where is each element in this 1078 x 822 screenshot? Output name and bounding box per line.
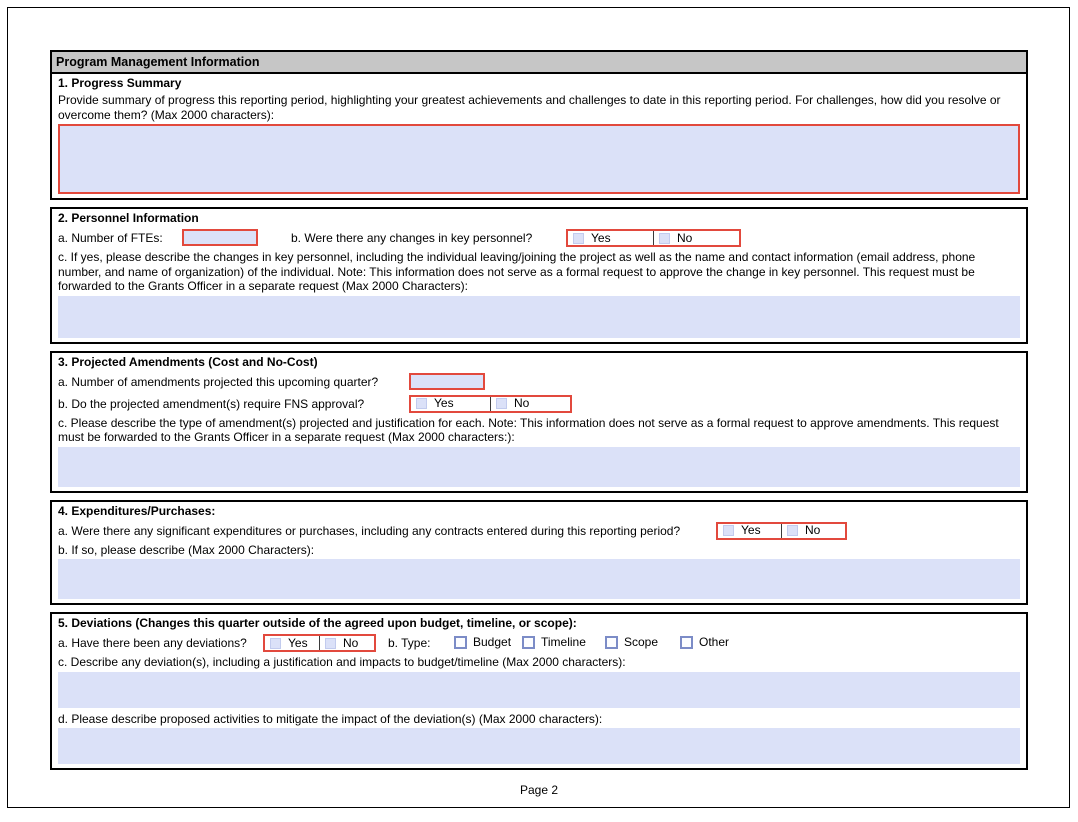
section-2-title: 2. Personnel Information xyxy=(58,211,199,225)
type-option-timeline[interactable] xyxy=(522,635,586,649)
section-progress-summary xyxy=(50,72,1028,200)
amendments-count-label: a. Number of amendments projected this upcoming quarter? xyxy=(58,374,379,389)
yes-checkbox-icon[interactable] xyxy=(573,233,584,244)
ftes-label: a. Number of FTEs: xyxy=(58,231,163,245)
ftes-input[interactable] xyxy=(182,229,258,246)
yes-checkbox-icon[interactable] xyxy=(270,638,281,649)
yes-checkbox-icon[interactable] xyxy=(416,398,427,409)
yes-checkbox-icon[interactable] xyxy=(723,525,734,536)
form-header xyxy=(50,50,1028,72)
section-expenditures-purchases xyxy=(50,500,1028,606)
amendments-description-textarea[interactable] xyxy=(58,447,1020,487)
personnel-changes-yes-option[interactable] xyxy=(568,231,653,245)
fns-approval-yes-option[interactable] xyxy=(411,397,490,411)
timeline-label: Timeline xyxy=(541,635,586,649)
type-option-other[interactable] xyxy=(680,635,729,649)
deviation-type-label: b. Type: xyxy=(388,636,431,650)
expenditures-description-textarea[interactable] xyxy=(58,559,1020,599)
section-4-title: 4. Expenditures/Purchases: xyxy=(58,503,216,518)
deviations-yesno-group xyxy=(263,634,376,652)
expenditures-no-option[interactable] xyxy=(781,524,845,538)
form-content xyxy=(50,50,1028,777)
no-checkbox-icon[interactable] xyxy=(787,525,798,536)
no-label: No xyxy=(805,523,821,537)
yes-label: Yes xyxy=(434,396,454,410)
expenditures-description-label: b. If so, please describe (Max 2000 Characters): xyxy=(58,542,315,557)
fns-approval-no-option[interactable] xyxy=(490,397,570,411)
expenditures-yesno-group xyxy=(716,522,847,540)
yes-label: Yes xyxy=(741,523,761,537)
budget-checkbox-icon[interactable] xyxy=(454,636,467,649)
scope-label: Scope xyxy=(624,635,659,649)
amendments-description-label: c. Please describe the type of amendment(s) projected and justification for each. Note: This information does not serve as a formal request to approve amendments. This request must be forwarded to the Grants Officer in a separate request (Max 2000 characters:): xyxy=(58,415,999,444)
section-personnel-information xyxy=(50,207,1028,344)
deviation-description-label: c. Describe any deviation(s), including a justification and impacts to budget/timeline (Max 2000 characters): xyxy=(58,655,626,669)
expenditures-question-label: a. Were there any significant expenditures or purchases, including any contracts entered during this reporting period? xyxy=(58,523,681,538)
deviations-no-option[interactable] xyxy=(319,636,374,650)
personnel-changes-no-option[interactable] xyxy=(653,231,739,245)
deviation-description-textarea[interactable] xyxy=(58,672,1020,708)
personnel-description-textarea[interactable] xyxy=(58,296,1020,338)
personnel-description-label: c. If yes, please describe the changes in key personnel, including the individual leaving/joining the project as well as the name and contact information (email address, phone number, and name of organization) of the individual. Note: This information does not serve as a formal request to approve the change in key personnel. This request must be forwarded to the Grants Officer in a separate request (Max 2000 Characters): xyxy=(58,250,976,293)
yes-label: Yes xyxy=(591,230,611,245)
budget-label: Budget xyxy=(473,635,512,649)
page-number: Page 2 xyxy=(519,783,559,797)
section-3-title: 3. Projected Amendments (Cost and No-Cost) xyxy=(58,354,318,369)
mitigation-textarea[interactable] xyxy=(58,728,1020,764)
mitigation-label: d. Please describe proposed activities to mitigate the impact of the deviation(s) (Max 2000 characters): xyxy=(58,711,603,726)
yes-label: Yes xyxy=(288,635,308,650)
no-label: No xyxy=(343,635,359,650)
fns-approval-label: b. Do the projected amendment(s) require FNS approval? xyxy=(58,396,365,411)
section-1-title: 1. Progress Summary xyxy=(58,76,182,90)
section-projected-amendments xyxy=(50,351,1028,493)
progress-summary-textarea[interactable] xyxy=(58,124,1020,194)
type-option-scope[interactable] xyxy=(605,635,658,649)
form-title: Program Management Information xyxy=(56,55,260,69)
other-label: Other xyxy=(699,635,730,649)
section-1-description: Provide summary of progress this reporting period, highlighting your greatest achievements and challenges to date in this reporting period. For challenges, how did you resolve or overcome them? (Max 2000 characters): xyxy=(58,93,1001,122)
no-label: No xyxy=(677,230,693,245)
section-5-title: 5. Deviations (Changes this quarter outside of the agreed upon budget, timeline, or scope): xyxy=(58,616,577,630)
no-checkbox-icon[interactable] xyxy=(325,638,336,649)
scope-checkbox-icon[interactable] xyxy=(605,636,618,649)
deviations-question-label: a. Have there been any deviations? xyxy=(58,636,247,650)
timeline-checkbox-icon[interactable] xyxy=(522,636,535,649)
expenditures-yes-option[interactable] xyxy=(718,524,781,538)
amendments-count-input[interactable] xyxy=(409,373,485,390)
no-checkbox-icon[interactable] xyxy=(659,233,670,244)
other-checkbox-icon[interactable] xyxy=(680,636,693,649)
no-label: No xyxy=(514,396,530,410)
no-checkbox-icon[interactable] xyxy=(496,398,507,409)
section-deviations xyxy=(50,612,1028,770)
type-option-budget[interactable] xyxy=(454,635,511,649)
fns-approval-yesno-group xyxy=(409,395,572,413)
personnel-changes-label: b. Were there any changes in key personnel? xyxy=(291,231,533,245)
personnel-changes-yesno-group xyxy=(566,229,741,247)
deviations-yes-option[interactable] xyxy=(265,636,319,650)
